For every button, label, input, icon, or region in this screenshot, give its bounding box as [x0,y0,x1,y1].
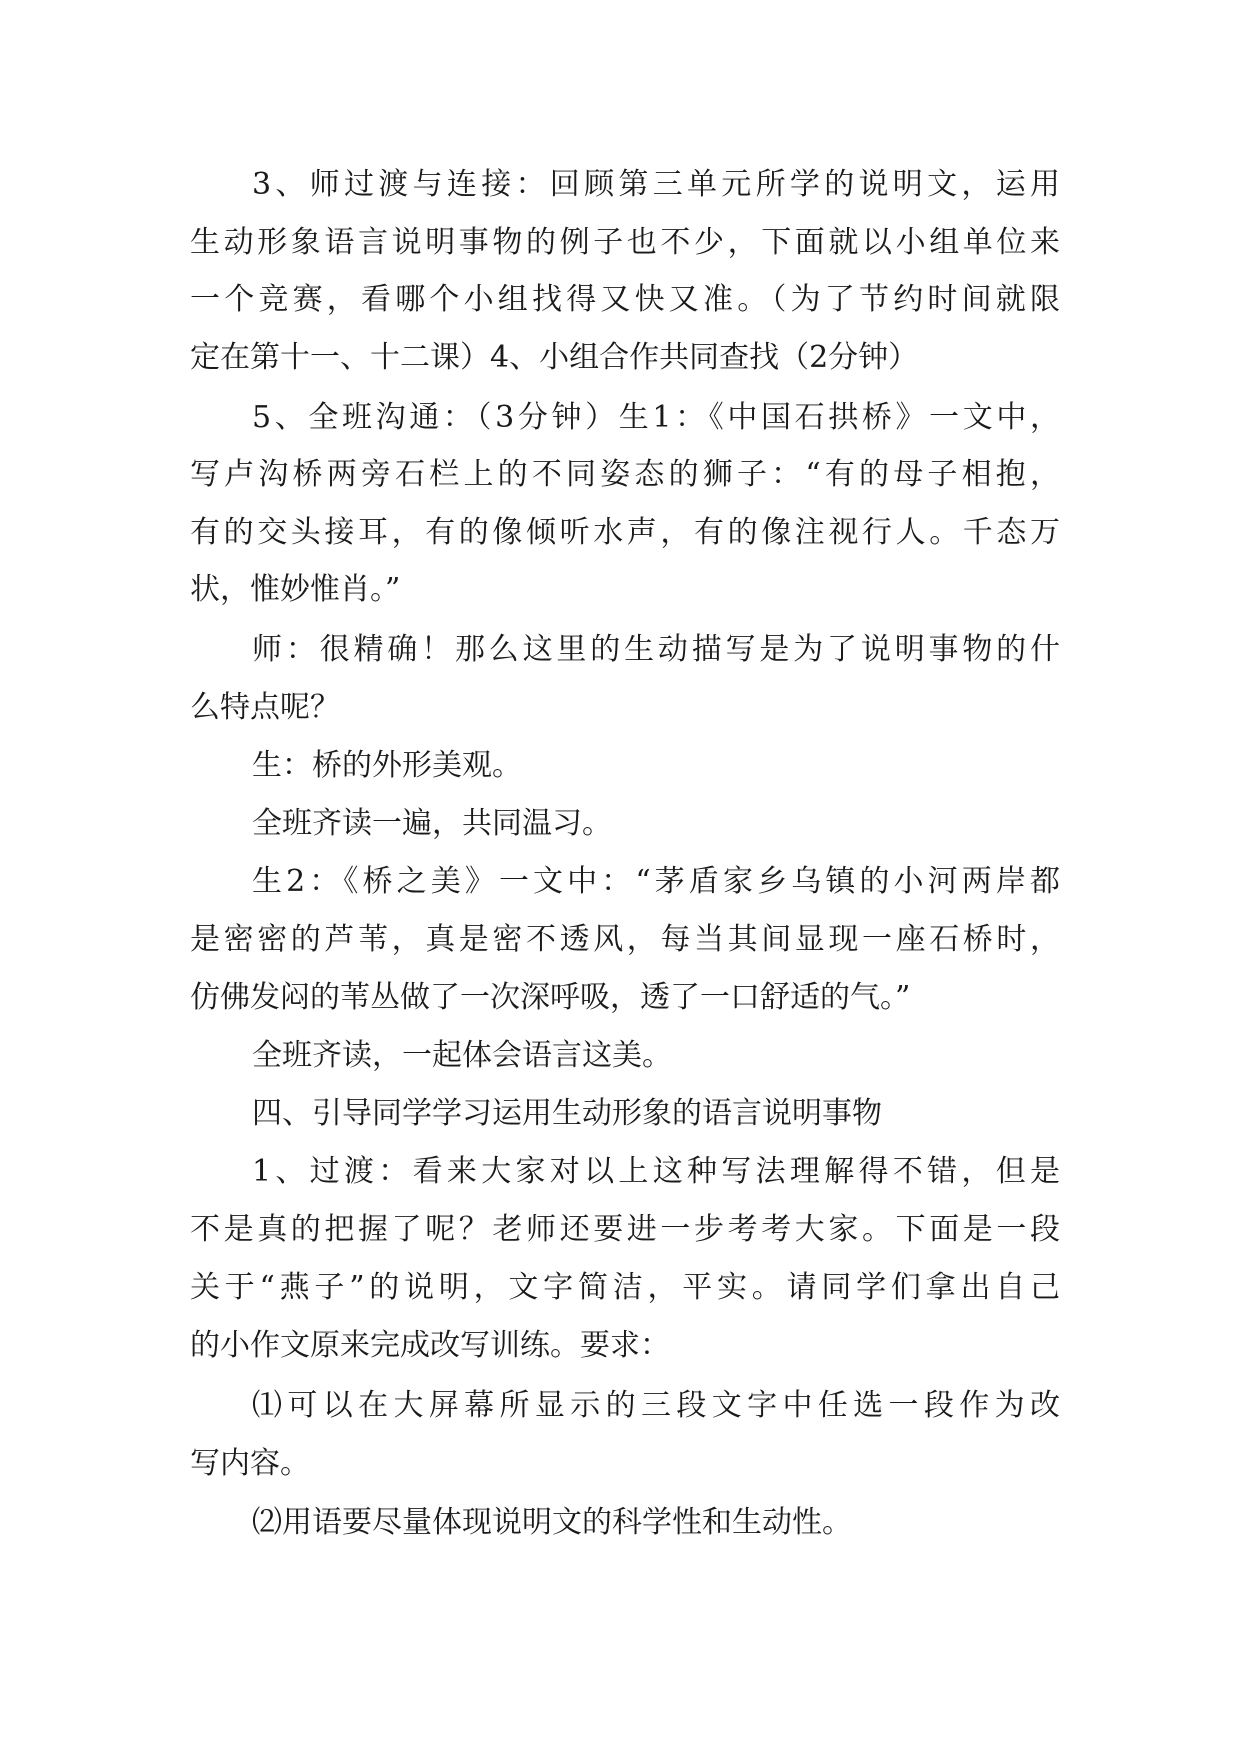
paragraph-line: ⑴可以在大屏幕所显示的三段文字中任选一段作为改 [252,1388,1060,1423]
paragraph-line: 3、师过渡与连接：回顾第三单元所学的说明文，运用 [252,167,1060,202]
paragraph-line: 定在第十一、十二课）4、小组合作共同查找（2分钟） [190,340,919,375]
paragraph-line: 仿佛发闷的苇丛做了一次深呼吸，透了一口舒适的气。” [190,980,911,1015]
paragraph-line: 的小作文原来完成改写训练。要求： [190,1328,670,1363]
paragraph-line: 有的交头接耳，有的像倾听水声，有的像注视行人。千态万 [190,515,1060,550]
paragraph-line: 5、全班沟通：（3分钟）生1：《中国石拱桥》一文中， [252,400,1060,435]
paragraph-line: 不是真的把握了呢？老师还要进一步考考大家。下面是一段 [190,1212,1060,1247]
paragraph-line: 写内容。 [190,1446,310,1481]
paragraph-line: 四、引导同学学习运用生动形象的语言说明事物 [252,1096,882,1131]
paragraph-line: 师：很精确！那么这里的生动描写是为了说明事物的什 [252,632,1060,667]
paragraph-line: 全班齐读一遍，共同温习。 [252,806,612,841]
paragraph-line: 生动形象语言说明事物的例子也不少，下面就以小组单位来 [190,225,1060,260]
paragraph-line: 状，惟妙惟肖。” [190,572,401,607]
paragraph-line: 一个竞赛，看哪个小组找得又快又准。（为了节约时间就限 [190,282,1060,317]
paragraph-line: 写卢沟桥两旁石栏上的不同姿态的狮子：“有的母子相抱， [190,457,1060,492]
paragraph-line: 是密密的芦苇，真是密不透风，每当其间显现一座石桥时， [190,922,1060,957]
paragraph-line: 么特点呢？ [190,690,340,725]
paragraph-line: 生2：《桥之美》一文中：“茅盾家乡乌镇的小河两岸都 [252,864,1060,899]
paragraph-line: 1、过渡：看来大家对以上这种写法理解得不错，但是 [252,1154,1060,1189]
paragraph-line: ⑵用语要尽量体现说明文的科学性和生动性。 [252,1505,852,1540]
paragraph-line: 全班齐读，一起体会语言这美。 [252,1038,672,1073]
paragraph-line: 生：桥的外形美观。 [252,748,522,783]
paragraph-line: 关于“燕子”的说明，文字简洁，平实。请同学们拿出自己 [190,1270,1060,1305]
